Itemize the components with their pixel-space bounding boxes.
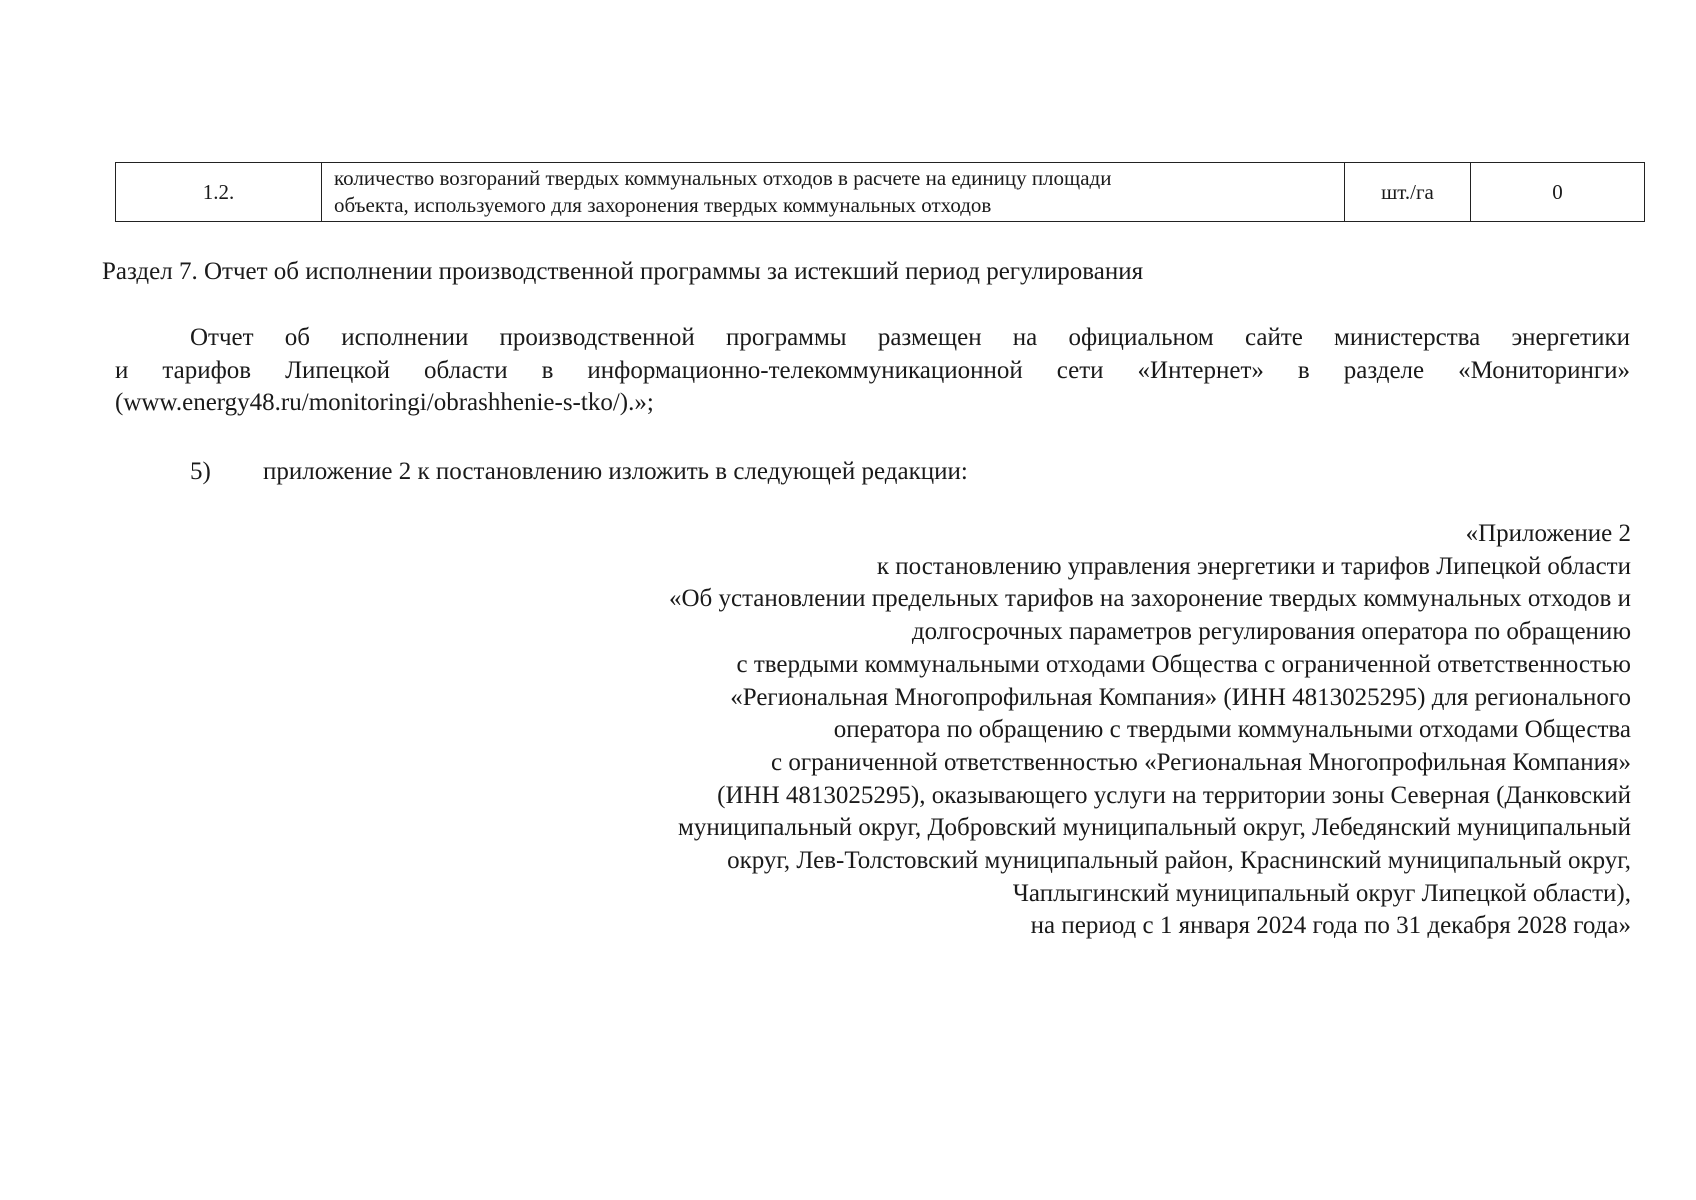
section-title: Раздел 7. Отчет об исполнении производственной программы за истекший период регулирования [102, 258, 1144, 285]
item-number: 5) [190, 458, 211, 485]
item-text: приложение 2 к постановлению изложить в следующей редакции: [263, 458, 968, 485]
report-paragraph [115, 322, 1630, 420]
appendix-line: (ИНН 4813025295), оказывающего услуги на территории зоны Северная (Данковский [717, 781, 1631, 809]
appendix-line: долгосрочных параметров регулирования оператора по обращению [911, 618, 1631, 646]
appendix-line: на период с 1 января 2024 года по 31 декабря 2028 года» [1030, 912, 1631, 940]
paragraph-line: (www.energy48.ru/monitoringi/obrashhenie-s-tko/).»; [115, 389, 654, 416]
row-number-cell: 1.2. [116, 163, 322, 222]
description-line: объекта, используемого для захоронения твердых коммунальных отходов [334, 193, 992, 217]
row-value-cell: 0 [1471, 163, 1645, 222]
appendix-heading [431, 518, 1631, 943]
appendix-line: «Региональная Многопрофильная Компания» (ИНН 4813025295) для регионального [730, 683, 1631, 711]
row-description-cell [322, 163, 1345, 222]
appendix-line: округ, Лев-Толстовский муниципальный район, Краснинский муниципальный округ, [727, 847, 1631, 875]
paragraph-line: Отчет об исполнении производственной программы размещен на официальном сайте министерства энергетики [190, 324, 1630, 351]
appendix-line: муниципальный округ, Добровский муниципальный округ, Лебедянский муниципальный [678, 814, 1631, 842]
appendix-line: с ограниченной ответственностью «Региональная Многопрофильная Компания» [771, 748, 1631, 776]
indicator-table [115, 162, 1645, 222]
appendix-line: оператора по обращению с твердыми коммунальными отходами Общества [833, 716, 1631, 744]
appendix-line: «Приложение 2 [1465, 520, 1631, 547]
appendix-line: к постановлению управления энергетики и тарифов Липецкой области [876, 552, 1631, 580]
appendix-line: «Об установлении предельных тарифов на захоронение твердых коммунальных отходов и [668, 585, 1631, 613]
table-row [116, 163, 1645, 222]
appendix-line: Чаплыгинский муниципальный округ Липецкой области), [1012, 879, 1631, 907]
paragraph-line: и тарифов Липецкой области в информационно-телекоммуникационной сети «Интернет» в разделе «Мониторинги» [115, 356, 1630, 384]
appendix-line: с твердыми коммунальными отходами Общества с ограниченной ответственностью [736, 650, 1631, 678]
row-unit-cell: шт./га [1345, 163, 1471, 222]
description-line: количество возгораний твердых коммунальных отходов в расчете на единицу площади [334, 166, 1112, 190]
